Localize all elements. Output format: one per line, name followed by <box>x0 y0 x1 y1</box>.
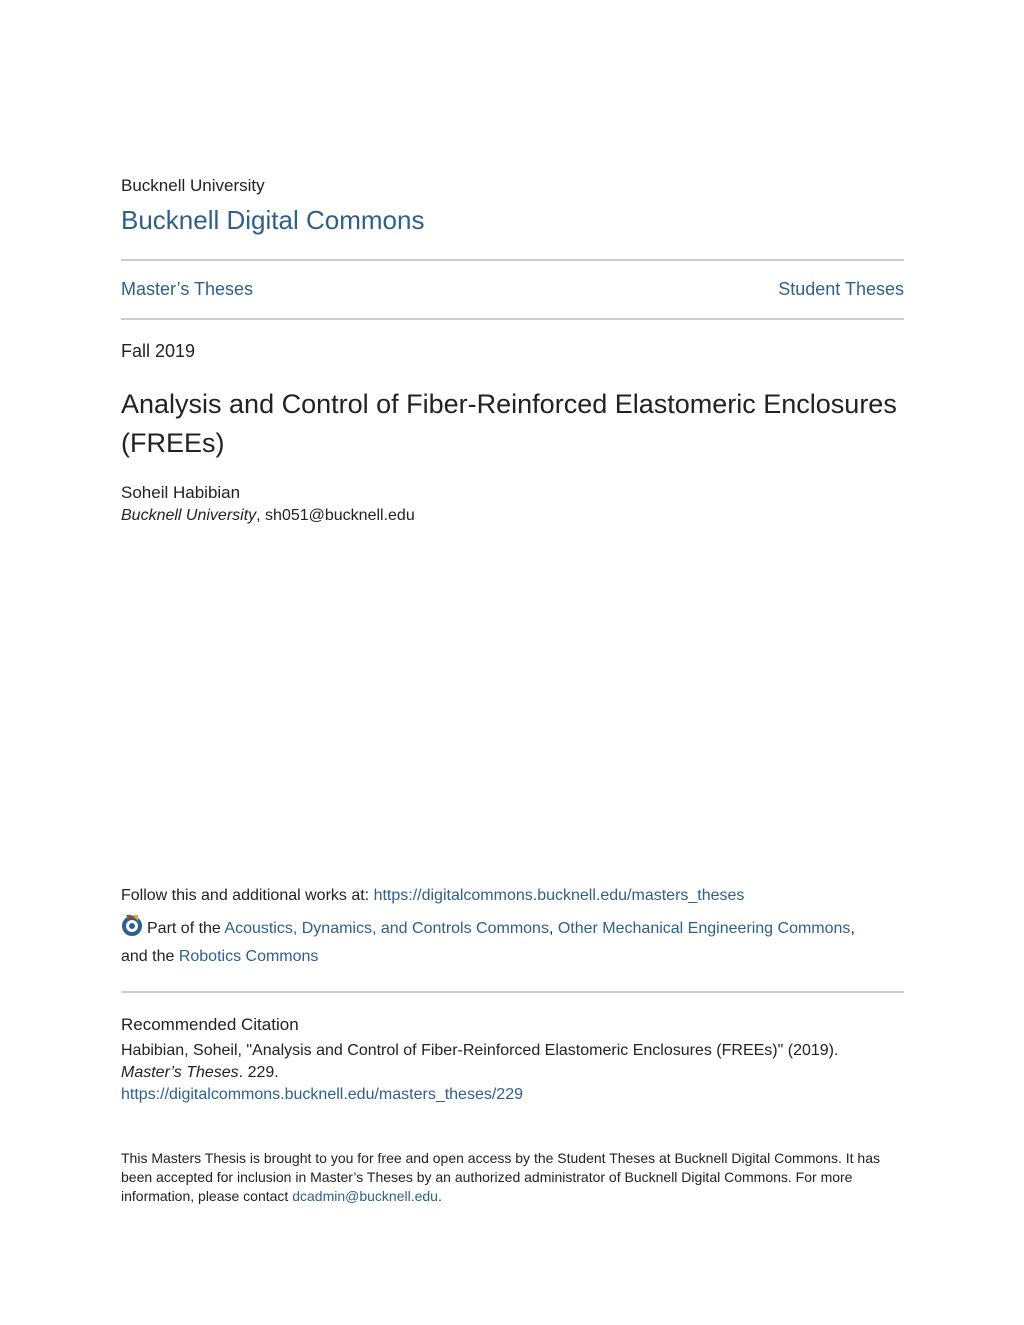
divider-top <box>121 259 904 261</box>
divider-bottom <box>121 991 904 993</box>
author-affiliation <box>121 507 415 525</box>
follow-line <box>121 887 744 905</box>
recommended-citation-heading: Recommended Citation <box>121 1015 299 1034</box>
thesis-title: Analysis and Control of Fiber-Reinforced Elastomeric Enclosures (FREEs) <box>121 389 897 458</box>
affiliation-name: Bucknell University <box>121 507 257 524</box>
author-name: Soheil Habibian <box>121 483 241 502</box>
follow-url-link[interactable]: https://digitalcommons.bucknell.edu/masters_theses <box>373 887 745 904</box>
commons-network-icon <box>121 914 143 936</box>
citation-text: Habibian, Soheil, "Analysis and Control of Fiber-Reinforced Elastomeric Enclosures (FREEs)" (2019). <box>121 1042 839 1059</box>
access-statement <box>121 1149 904 1206</box>
citation-url-link[interactable]: https://digitalcommons.bucknell.edu/masters_theses/229 <box>121 1086 523 1103</box>
cover-page <box>121 0 904 1325</box>
divider-middle <box>121 318 904 320</box>
access-statement-end: . <box>437 1188 442 1204</box>
part-of-line <box>121 914 904 971</box>
mechanical-engineering-commons-link[interactable]: Other Mechanical Engineering Commons <box>557 920 851 937</box>
institution-name: Bucknell University <box>121 176 265 195</box>
part-of-separator-1: , <box>548 920 558 937</box>
publication-date: Fall 2019 <box>121 341 196 361</box>
part-of-separator-2: , <box>850 920 855 937</box>
citation-number: . 229. <box>238 1064 279 1081</box>
part-of-prefix: Part of the <box>147 920 225 937</box>
citation-journal: Master’s Theses <box>121 1064 239 1081</box>
acoustics-commons-link[interactable]: Acoustics, Dynamics, and Controls Commons <box>224 920 549 937</box>
student-theses-link[interactable]: Student Theses <box>778 279 904 299</box>
contact-email-link[interactable]: dcadmin@bucknell.edu <box>292 1188 438 1204</box>
citation-block <box>121 1040 904 1106</box>
follow-label: Follow this and additional works at: <box>121 887 374 904</box>
author-email: sh051@bucknell.edu <box>265 507 415 524</box>
robotics-commons-link[interactable]: Robotics Commons <box>178 948 319 965</box>
part-of-and-the: and the <box>121 948 179 965</box>
masters-theses-link[interactable]: Master’s Theses <box>121 279 254 299</box>
repository-link[interactable]: Bucknell Digital Commons <box>121 205 425 235</box>
affiliation-separator: , <box>256 507 266 524</box>
access-statement-text: This Masters Thesis is brought to you for free and open access by the Student Theses at Bucknell Digital Commons. It has been accepted for inclusion in Master’s Theses by an authorized administrator of Bucknell Digital Commons. For more information, please contact <box>121 1150 880 1204</box>
